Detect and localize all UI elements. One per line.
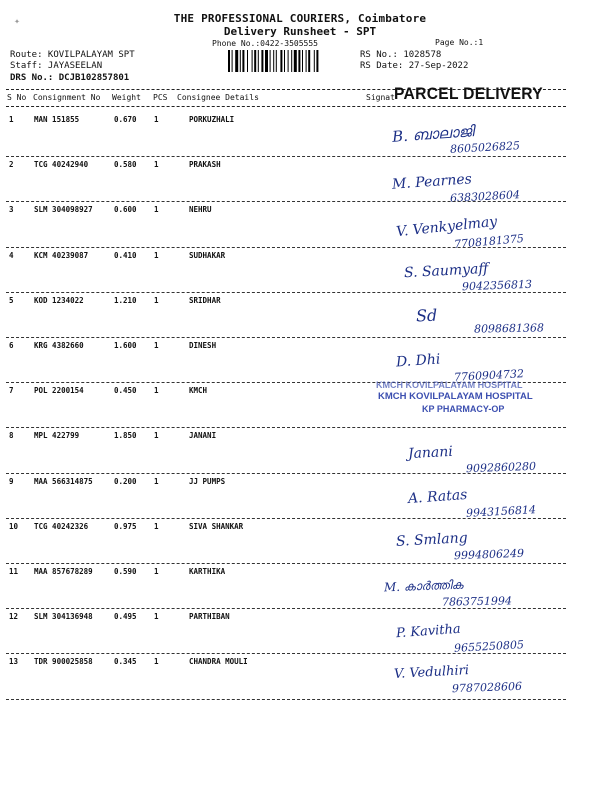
row-signature: Janani [407,444,454,463]
row-consignee: PRAKASH [189,160,221,170]
route-label: Route: KOVILPALAYAM SPT [10,50,135,60]
row-pcs: 1 [154,567,159,576]
page-number: Page No.:1 [435,38,484,47]
runsheet-subtitle: Delivery Runsheet - SPT [223,25,377,38]
row-consignee: SRIDHAR [189,295,221,305]
row-consignee: SIVA SHANKAR [189,521,244,531]
staff-label: Staff: JAYASEELAN [10,61,103,71]
col-sno: S No [7,93,27,102]
barcode-bar [270,50,271,72]
row-weight: 0.590 [114,567,137,576]
row-pcs: 1 [154,205,159,215]
row-sno: 1 [9,115,14,124]
row-signature: S. Smlang [395,529,469,550]
row-consignment-no: TCG 40242326 [34,521,89,531]
barcode-bar [280,50,282,72]
row-consignment-no: KCM 40239087 [34,250,89,260]
col-pcs: PCS [153,93,168,102]
barcode-bar [308,50,310,72]
row-signature: V. Vedulhiri [393,663,470,683]
row-separator [6,563,566,564]
row-consignment-no: MAA 566314875 [34,476,93,486]
row-phone: 8098681368 [473,321,545,336]
row-pcs: 1 [154,431,159,441]
row-separator [6,608,566,609]
barcode-bar [316,50,318,72]
col-signature: Signat [366,93,395,102]
row-consignment-no: TCG 40242940 [34,160,89,170]
row-weight: 0.495 [114,612,137,622]
row-consignment-no: MAA 857678289 [34,567,93,576]
row-phone: 7863751994 [441,594,513,609]
row-phone: 6383028604 [449,188,521,206]
row-phone: 9943156814 [465,502,537,520]
row-weight: 0.450 [114,386,137,396]
row-sno: 11 [9,567,19,576]
row-consignment-no: KRG 4382660 [34,341,84,350]
row-separator [6,292,566,293]
row-separator [6,699,566,700]
row-signature: S. Saumyaff [403,260,489,281]
row-consignment-no: POL 2200154 [34,386,84,396]
col-weight: Weight [112,93,141,102]
drs-number: DRS No.: DCJB102857801 [10,73,130,83]
row-consignee: CHANDRA MOULI [189,657,248,667]
barcode-bar [273,50,274,72]
row-consignee: JANANI [189,431,217,441]
row-sno: 9 [9,476,14,486]
row-separator [6,337,566,338]
row-weight: 1.850 [114,431,137,441]
row-sno: 4 [9,250,14,260]
barcode-bar [284,50,285,72]
row-consignee: PORKUZHALI [189,115,235,124]
row-pcs: 1 [154,295,159,305]
row-sno: 6 [9,341,14,350]
row-signature: M. കാർത്തിക [383,577,464,595]
row-consignment-no: MPL 422799 [34,431,80,441]
row-consignment-no: TDR 900025858 [34,657,93,667]
row-sno: 12 [9,612,19,622]
row-weight: 0.975 [114,521,137,531]
barcode-bar [302,50,303,72]
row-sno: 5 [9,295,14,305]
barcode-bar [232,50,233,72]
row-separator [6,653,566,654]
parcel-delivery-stamp: PARCEL DELIVERY [394,84,543,103]
phone-number: Phone No.:0422-3505555 [212,39,318,48]
company-title: THE PROFESSIONAL COURIERS, Coimbatore [173,12,427,25]
row-phone: 7760904732 [453,367,525,384]
row-weight: 0.600 [114,205,137,215]
row-phone: 9042356813 [461,277,533,293]
barcode-bar [265,50,268,72]
row-pcs: 1 [154,612,159,622]
col-consignment: Consignment No [33,93,101,102]
hospital-stamp [376,378,556,418]
row-consignee: JJ PUMPS [189,476,226,486]
row-consignee: SUDHAKAR [189,250,226,260]
row-consignee: KARTHIKA [189,567,226,576]
row-pcs: 1 [154,115,159,124]
scan-mark: ✦ [14,16,21,27]
barcode-bar [276,50,277,72]
barcode-bar [235,50,238,72]
row-signature: Sd [415,305,438,326]
barcode-bar [294,50,297,72]
barcode-bar [314,50,315,72]
barcode-bar [252,50,253,72]
row-sno: 2 [9,160,14,170]
row-consignee: NEHRU [189,205,212,215]
row-signature: M. Pearnes [391,171,473,193]
row-weight: 1.600 [114,341,137,350]
row-signature: D. Dhi [395,351,441,371]
barcode [228,50,352,72]
row-weight: 0.670 [114,115,137,124]
row-sno: 7 [9,386,14,396]
barcode-bar [254,50,256,72]
barcode-bar [242,50,244,72]
barcode-bar [306,50,307,72]
hospital-stamp-line2: KMCH KOVILPALAYAM HOSPITAL [378,391,533,402]
row-separator [6,427,566,428]
row-sno: 3 [9,205,14,215]
row-sno: 8 [9,431,14,441]
row-separator [6,473,566,474]
row-signature: P. Kavitha [395,621,462,642]
barcode-bar [291,50,292,72]
row-pcs: 1 [154,160,159,170]
barcode-bar [261,50,263,72]
row-sno: 13 [9,657,19,667]
row-phone: 7708181375 [453,232,525,252]
barcode-bar [258,50,259,72]
barcode-bar [228,50,230,72]
row-phone: 9787028606 [451,680,523,696]
row-sno: 10 [9,521,19,531]
col-consignee: Consignee Details [177,93,259,102]
row-weight: 0.200 [114,476,137,486]
barcode-bar [298,50,300,72]
row-separator [6,201,566,202]
row-pcs: 1 [154,386,159,396]
barcode-bar [288,50,289,72]
hospital-stamp-line1: KMCH KOVILPALAYAM HOSPITAL [376,380,523,390]
row-phone: 9092860280 [465,460,537,476]
row-consignment-no: SLM 304136948 [34,612,93,622]
row-pcs: 1 [154,476,159,486]
row-phone: 8605026825 [449,139,521,156]
row-consignee: KMCH [189,386,208,396]
header-bottom-rule [6,106,566,107]
row-signature: B. ബാലാജി [391,122,475,146]
row-consignment-no: SLM 304098927 [34,205,93,215]
row-phone: 9994806249 [453,546,525,563]
row-pcs: 1 [154,521,159,531]
hospital-stamp-line3: KP PHARMACY-OP [422,404,505,414]
row-separator [6,518,566,519]
row-signature: A. Ratas [407,486,468,507]
row-pcs: 1 [154,341,159,350]
row-weight: 0.345 [114,657,137,667]
barcode-bar [247,50,248,72]
row-weight: 0.410 [114,250,137,260]
rs-number: RS No.: 1028578 [360,50,442,60]
row-consignment-no: KOD 1234022 [34,295,84,305]
row-consignee: PARTHIBAN [189,612,230,622]
row-signature: V. Venkyelmay [395,214,498,241]
row-phone: 9655250805 [453,638,525,656]
row-separator [6,247,566,248]
row-pcs: 1 [154,657,159,667]
rs-date: RS Date: 27-Sep-2022 [360,61,469,71]
row-consignee: DINESH [189,341,217,350]
row-separator [6,156,566,157]
row-weight: 0.580 [114,160,137,170]
row-pcs: 1 [154,250,159,260]
row-consignment-no: MAN 151855 [34,115,80,124]
barcode-bar [240,50,241,72]
row-weight: 1.210 [114,295,137,305]
